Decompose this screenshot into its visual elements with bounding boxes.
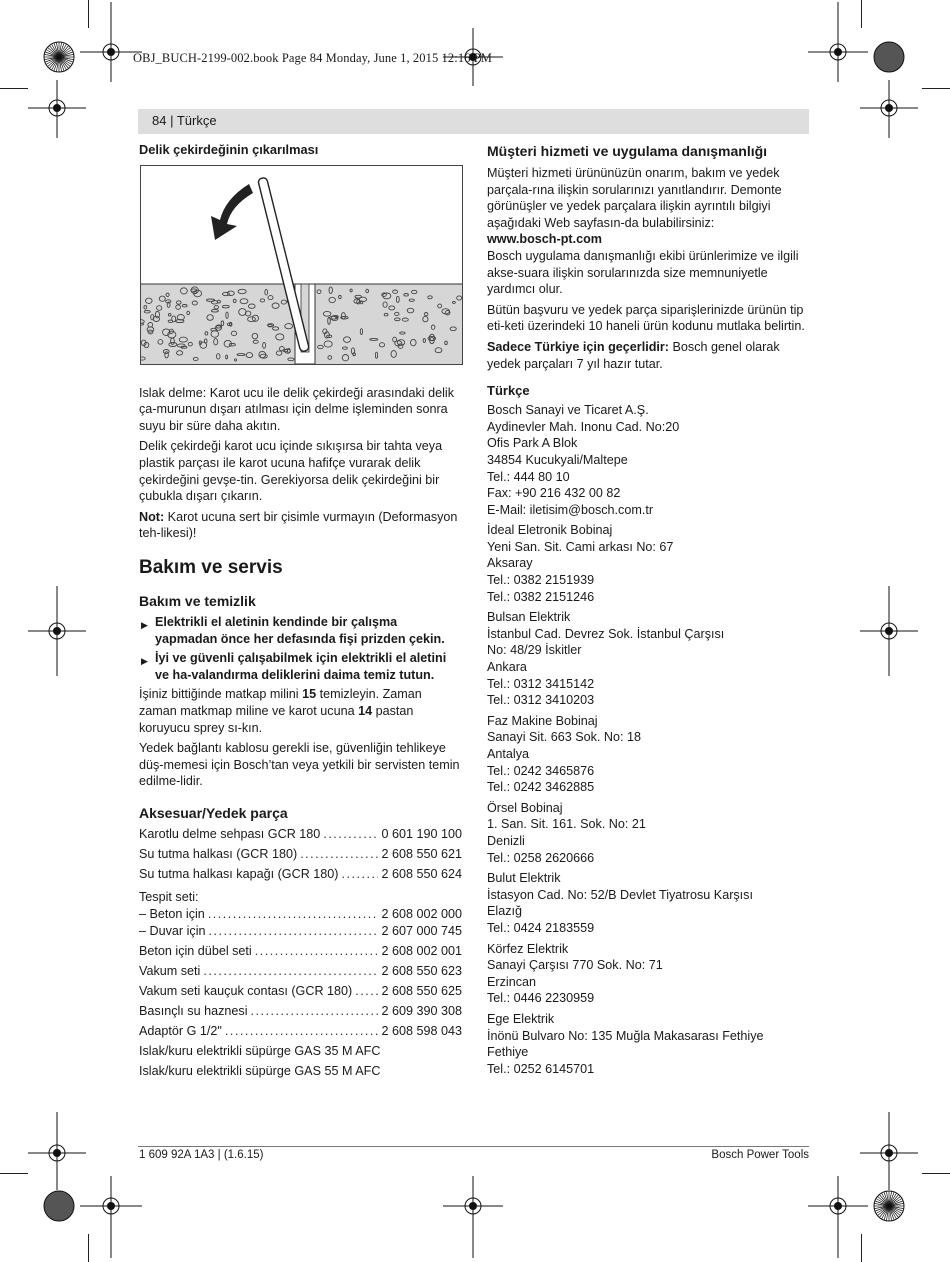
address-line: Tel.: 0424 2183559 [487, 920, 595, 935]
triangle-bullet-icon: ▶ [141, 656, 148, 667]
address-line: İnönü Bulvaro No: 135 Muğla Makasarası Fethiye [487, 1028, 764, 1043]
address-line: E-Mail: iletisim@bosch.com.tr [487, 502, 654, 517]
subheading-parts: Aksesuar/Yedek parça [139, 804, 288, 821]
footer-brand: Bosch Power Tools [711, 1149, 809, 1161]
address-line: Yeni San. Sit. Cami arkası No: 67 [487, 539, 674, 554]
parts-row: Su tutma halkası kapağı (GCR 180) . . . 2 608 550 624 [139, 866, 462, 886]
parts-row: Karotlu delme sehpası GCR 180 . . . 0 601 190 100 [139, 826, 462, 846]
address-line: Denizli [487, 833, 525, 848]
address-line: Tel.: 0382 2151246 [487, 589, 595, 604]
address-block [487, 800, 809, 866]
address-line: Tel.: 0446 2230959 [487, 991, 595, 1006]
address-line: Örsel Bobinaj [487, 800, 563, 815]
website-link[interactable]: www.bosch-pt.com [487, 232, 602, 247]
address-list [487, 402, 809, 1077]
address-line: Bosch Sanayi ve Ticaret A.Ş. [487, 403, 649, 418]
turkey-only-paragraph: Sadece Türkiye için geçerlidir: Bosch genel olarak yedek parçaları 7 yıl hazır tutar. [487, 339, 780, 371]
address-block [487, 941, 809, 1007]
triangle-bullet-icon: ▶ [141, 619, 148, 630]
note-paragraph [139, 509, 462, 542]
address-line: Tel.: 0382 2151939 [487, 573, 595, 588]
address-block [487, 870, 809, 936]
address-line: İstasyon Cad. No: 52/B Devlet Tiyatrosu Karşısı [487, 887, 753, 902]
address-line: Aydinevler Mah. Inonu Cad. No:20 [487, 419, 680, 434]
parts-list [139, 826, 462, 1083]
note-text: Karot ucuna sert bir çisimle vurmayın (Deformasyon teh-likesi)! [139, 509, 458, 541]
address-line: Tel.: 0258 2620666 [487, 850, 595, 865]
address-line: Ofis Park A Blok [487, 436, 578, 451]
heading-language: Türkçe [487, 383, 530, 399]
heading-customer-service: Müşteri hizmeti ve uygulama danışmanlığı [487, 143, 768, 159]
parts-row: – Beton için . . . 2 608 002 000 [139, 906, 462, 923]
parts-row: Adaptör G 1/2" . . . 2 608 598 043 [139, 1023, 462, 1043]
address-line: Aksaray [487, 556, 533, 571]
address-block [487, 1011, 809, 1077]
address-line: Sanayi Sit. 663 Sok. No: 18 [487, 730, 642, 745]
address-line: Tel.: 0312 3410203 [487, 693, 595, 708]
subheading-cleaning: Bakım ve temizlik [139, 592, 256, 609]
vacuum-gas55: Islak/kuru elektrikli süpürge GAS 55 M AFC [139, 1063, 381, 1078]
figure-title: Delik çekirdeğinin çıkarılması [139, 142, 319, 157]
parts-row: Basınçlı su haznesi . . . 2 609 390 308 [139, 1003, 462, 1023]
address-line: Antalya [487, 747, 530, 761]
address-line: Erzincan [487, 974, 536, 989]
address-line: Fax: +90 216 432 00 82 [487, 486, 621, 501]
parts-row: Su tutma halkası (GCR 180) . . . 2 608 550 621 [139, 846, 462, 866]
core-stuck-paragraph: Delik çekirdeği karot ucu içinde sıkışırsa bir tahta veya plastik parçası ile karot ucuna hafifçe vurarak delik çekirdeğini gevşe-tin. Gerekiyorsa delik çekirdeğini bir çubukla dışarı çıkarın. [139, 439, 443, 504]
book-header: OBJ_BUCH-2199-002.book Page 84 Monday, June 1, 2015 12:16 PM [133, 51, 493, 65]
address-line: Bulut Elektrik [487, 871, 561, 886]
address-line: Ankara [487, 660, 527, 675]
section-heading-service: Bakım ve servis [139, 556, 283, 578]
address-line: Tel.: 0242 3462885 [487, 780, 595, 795]
footer-rule [138, 1146, 809, 1147]
bullet-unplug: ▶ Elektrikli el aletinin kendinde bir çalışma yapmadan önce her defasında fişi prizden çekin. [141, 614, 445, 646]
vacuum-gas35: Islak/kuru elektrikli süpürge GAS 35 M AFC [139, 1043, 381, 1058]
address-line: Fethiye [487, 1045, 529, 1060]
footer-doc-code: 1 609 92A 1A3 | (1.6.15) [139, 1149, 264, 1161]
tespit-label: Tespit seti: [139, 889, 199, 904]
parts-row: Beton için dübel seti . . . 2 608 002 001 [139, 943, 462, 963]
spindle-paragraph: İşiniz bittiğinde matkap milini 15 temizleyin. Zaman zaman matkmap miline ve karot ucuna 14 pastan koruyucu sprey sı-kın. [139, 687, 422, 735]
address-line: Tel.: 0312 3415142 [487, 676, 595, 691]
right-column [487, 142, 809, 1081]
cable-paragraph: Yedek bağlantı kablosu gerekli ise, güvenliğin tehlikeye düş-memesi için Bosch’tan veya yetkili bir servisten temin edilme-lidir. [139, 741, 460, 789]
address-line: Tel.: 0252 6145701 [487, 1061, 595, 1076]
address-line: 1. San. Sit. 161. Sok. No: 21 [487, 817, 646, 832]
address-block [487, 402, 809, 518]
address-line: Sanayi Çarşısı 770 Sok. No: 71 [487, 958, 663, 973]
core-removal-illustration [140, 165, 463, 365]
parts-row: Vakum seti . . . 2 608 550 623 [139, 963, 462, 983]
note-label: Not: [139, 509, 165, 524]
illustration-svg [141, 166, 462, 364]
address-line: Tel.: 0242 3465876 [487, 763, 595, 778]
page-bar [138, 109, 809, 134]
address-line: Faz Makine Bobinaj [487, 713, 598, 728]
address-line: Tel.: 444 80 10 [487, 469, 570, 484]
address-line: No: 48/29 İskitler [487, 643, 582, 658]
address-line: Elazığ [487, 904, 523, 919]
parts-row: – Duvar için . . . 2 607 000 745 [139, 923, 462, 943]
advisory-paragraph: Bosch uygulama danışmanlığı ekibi ürünlerimize ve ilgili akse-suara ilişkin sorularınızda size memnuniyetle yardımcı olur. [487, 248, 799, 297]
parts-row: Vakum seti kauçuk contası (GCR 180) . . . 2 608 550 625 [139, 983, 462, 1003]
address-block [487, 713, 809, 796]
bullet-keep-clean: ▶ İyi ve güvenli çalışabilmek için elektrikli el aletini ve ha-valandırma deliklerini daima temiz tutun. [141, 651, 447, 682]
address-line: Ege Elektrik [487, 1011, 555, 1026]
customer-service-paragraph: Müşteri hizmeti ürününüzün onarım, bakım ve yedek parçala-rına ilişkin sorularınızı yanıtlandırır. Demonte görünüşler ve yedek parçalara ilişkin ayrıntılı bilgiyi aşağıdaki Web sayfasın-da bulabilirsiniz: [487, 166, 782, 230]
address-block [487, 522, 809, 605]
page-number-section: 84 | Türkçe [152, 113, 217, 128]
wet-drilling-paragraph: Islak delme: Karot ucu ile delik çekirdeği arasındaki delik ça-murunun dışarı atılması için delme işleminden sonra suyu bir süre daha akıtın. [139, 385, 454, 433]
address-line: 34854 Kucukyali/Maltepe [487, 452, 628, 467]
address-line: İstanbul Cad. Devrez Sok. İstanbul Çarşısı [487, 626, 725, 641]
order-paragraph: Bütün başvuru ve yedek parça siparişlerinizde ürünün tip eti-keti üzerindeki 10 haneli ürün kodunu mutlaka belirtin. [487, 302, 805, 334]
address-block [487, 609, 809, 709]
address-line: İdeal Eletronik Bobinaj [487, 523, 613, 538]
address-line: Körfez Elektrik [487, 941, 569, 956]
address-line: Bulsan Elektrik [487, 610, 571, 625]
